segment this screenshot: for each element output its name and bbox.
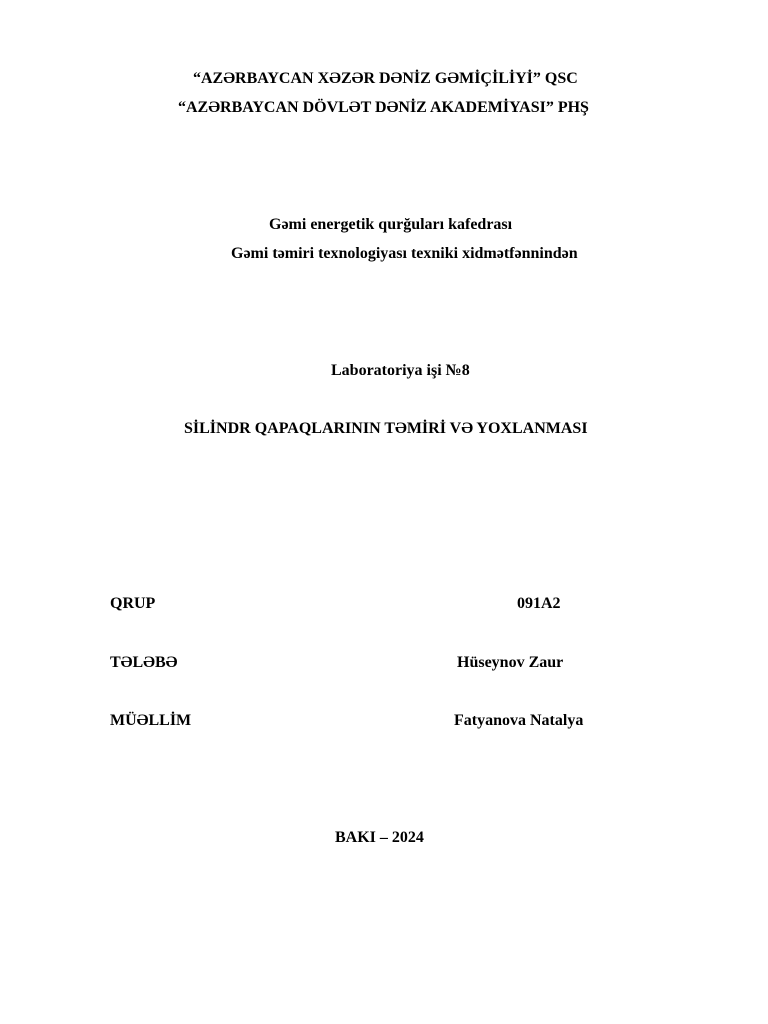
city-year: BAKI – 2024: [335, 829, 424, 846]
work-label: Laboratoriya işi №8: [331, 362, 470, 379]
teacher-value: Fatyanova Natalya: [454, 712, 584, 729]
org-line-1: “AZƏRBAYCAN XƏZƏR DƏNİZ GƏMİÇİLİYİ” QSC: [193, 70, 578, 87]
teacher-label: MÜƏLLİM: [110, 712, 192, 729]
student-label: TƏLƏBƏ: [110, 654, 178, 671]
work-title: SİLİNDR QAPAQLARININ TƏMİRİ VƏ YOXLANMASI: [184, 420, 588, 437]
group-label: QRUP: [110, 595, 156, 612]
student-value: Hüseynov Zaur: [457, 654, 564, 671]
org-line-2: “AZƏRBAYCAN DÖVLƏT DƏNİZ AKADEMİYASI” PHŞ: [178, 99, 589, 116]
department-line-2: Gəmi təmiri texnologiyası texniki xidmətfənnindən: [231, 245, 578, 262]
group-value: 091A2: [517, 595, 561, 612]
department-line-1: Gəmi energetik qurğuları kafedrası: [269, 216, 513, 233]
